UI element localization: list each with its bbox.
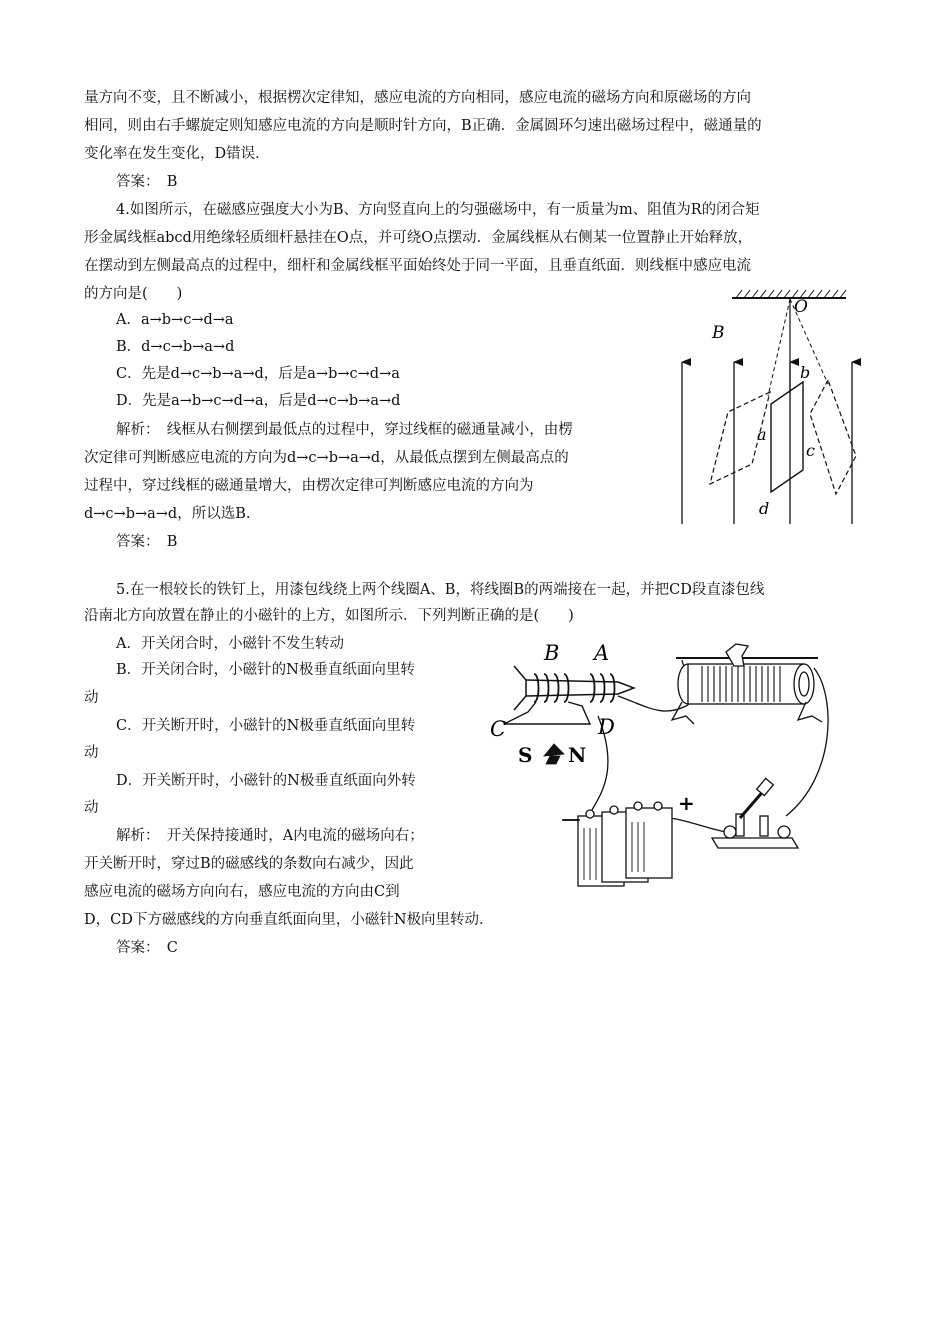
label-a: a <box>757 425 767 444</box>
q4-stem-line-2: 形金属线框abcd用绝缘轻质细杆悬挂在O点，并可绕O点摆动．金属线框从右侧某一位置静止开始释放， <box>84 230 753 246</box>
q5-option-c-line-1: C．开关断开时，小磁针的N极垂直纸面向里转 <box>116 718 416 734</box>
rod-left-dashed <box>768 299 790 396</box>
q5-solution-line-2: 开关断开时，穿过B的磁感线的条数向右减少，因此 <box>84 856 414 872</box>
q5-solution-line-1: 解析： 开关保持接通时，A内电流的磁场向右； <box>116 828 424 844</box>
label-coil-b: B <box>544 641 560 665</box>
label-o: O <box>794 297 808 317</box>
q4-solution-line-3: 过程中，穿过线框的磁通量增大，由楞次定律可判断感应电流的方向为 <box>84 478 534 494</box>
q3-text-line-2: 相同，则由右手螺旋定则知感应电流的方向是顺时针方向，B正确．金属圆环匀速出磁场过程中，磁通量的 <box>84 118 762 134</box>
label-minus: － <box>560 808 583 834</box>
q5-stem-line-1: 5.在一根较长的铁钉上，用漆包线绕上两个线圈A、B，将线圈B的两端接在一起，并把CD段直漆包线 <box>116 582 765 598</box>
q5-solution-line-3: 感应电流的磁场方向向右，感应电流的方向由C到 <box>84 884 400 900</box>
q3-answer: 答案： B <box>116 174 178 190</box>
q5-option-c-line-2: 动 <box>84 745 99 761</box>
q5-stem-line-2: 沿南北方向放置在静止的小磁针的上方，如图所示．下列判断正确的是( ) <box>84 608 574 624</box>
label-s-pole: S <box>518 743 533 767</box>
q4-solution-line-4: d→c→b→a→d，所以选B. <box>84 506 251 522</box>
battery <box>578 802 672 886</box>
q3-text-line-3: 变化率在发生变化，D错误． <box>84 146 270 162</box>
q4-option-c: C．先是d→c→b→a→d，后是a→b→c→d→a <box>116 366 400 382</box>
q4-option-b: B．d→c→b→a→d <box>116 339 235 355</box>
q5-answer: 答案： C <box>116 940 178 956</box>
q4-stem-line-4: 的方向是( ) <box>84 286 183 302</box>
q5-option-a: A．开关闭合时，小磁针不发生转动 <box>116 636 344 652</box>
q5-option-b-line-2: 动 <box>84 690 99 706</box>
ceiling-hatch <box>736 290 846 298</box>
label-d: D <box>598 715 615 739</box>
coil-a <box>590 674 615 702</box>
q5-option-d-line-2: 动 <box>84 800 99 816</box>
label-c: C <box>490 717 507 741</box>
frame-center <box>771 382 803 492</box>
rheostat <box>672 644 822 724</box>
q5-figure <box>486 636 846 898</box>
label-n-pole: N <box>568 743 587 767</box>
label-coil-a: A <box>594 641 610 665</box>
q4-solution-line-2: 次定律可判断感应电流的方向为d→c→b→a→d，从最低点摆到左侧最高点的 <box>84 450 569 466</box>
compass-needle <box>544 744 564 764</box>
q4-figure <box>670 284 870 529</box>
q5-option-d-line-1: D．开关断开时，小磁针的N极垂直纸面向外转 <box>116 773 416 789</box>
q4-option-a: A．a→b→c→d→a <box>116 312 234 328</box>
wire-cd <box>504 702 590 724</box>
q4-answer: 答案： B <box>116 534 178 550</box>
label-d: d <box>759 499 770 518</box>
label-b: b <box>800 363 811 382</box>
q5-option-b-line-1: B．开关闭合时，小磁针的N极垂直纸面向里转 <box>116 662 415 678</box>
q4-option-d: D．先是a→b→c→d→a，后是d→c→b→a→d <box>116 393 401 409</box>
q4-stem-line-1: 4.如图所示，在磁感应强度大小为B、方向竖直向上的匀强磁场中，有一质量为m、阻值为R的闭合矩 <box>116 202 760 218</box>
q5-solution-line-4: D，CD下方磁感线的方向垂直纸面向里，小磁针N极向里转动． <box>84 912 494 928</box>
label-c: c <box>806 441 815 460</box>
q3-text-line-1: 量方向不变，且不断减小，根据楞次定律知，感应电流的方向相同，感应电流的磁场方向和原磁场的方向 <box>84 90 751 106</box>
knife-switch <box>712 778 798 848</box>
label-plus: + <box>678 791 695 815</box>
frame-right-dashed <box>810 380 856 494</box>
label-field-b: B <box>712 323 725 343</box>
q4-solution-line-1: 解析： 线框从右侧摆到最低点的过程中，穿过线框的磁通量减小，由楞 <box>116 422 573 438</box>
q4-stem-line-3: 在摆动到左侧最高点的过程中，细杆和金属线框平面始终处于同一平面，且垂直纸面．则线框中感应电流 <box>84 258 751 274</box>
coil-b <box>534 674 569 702</box>
